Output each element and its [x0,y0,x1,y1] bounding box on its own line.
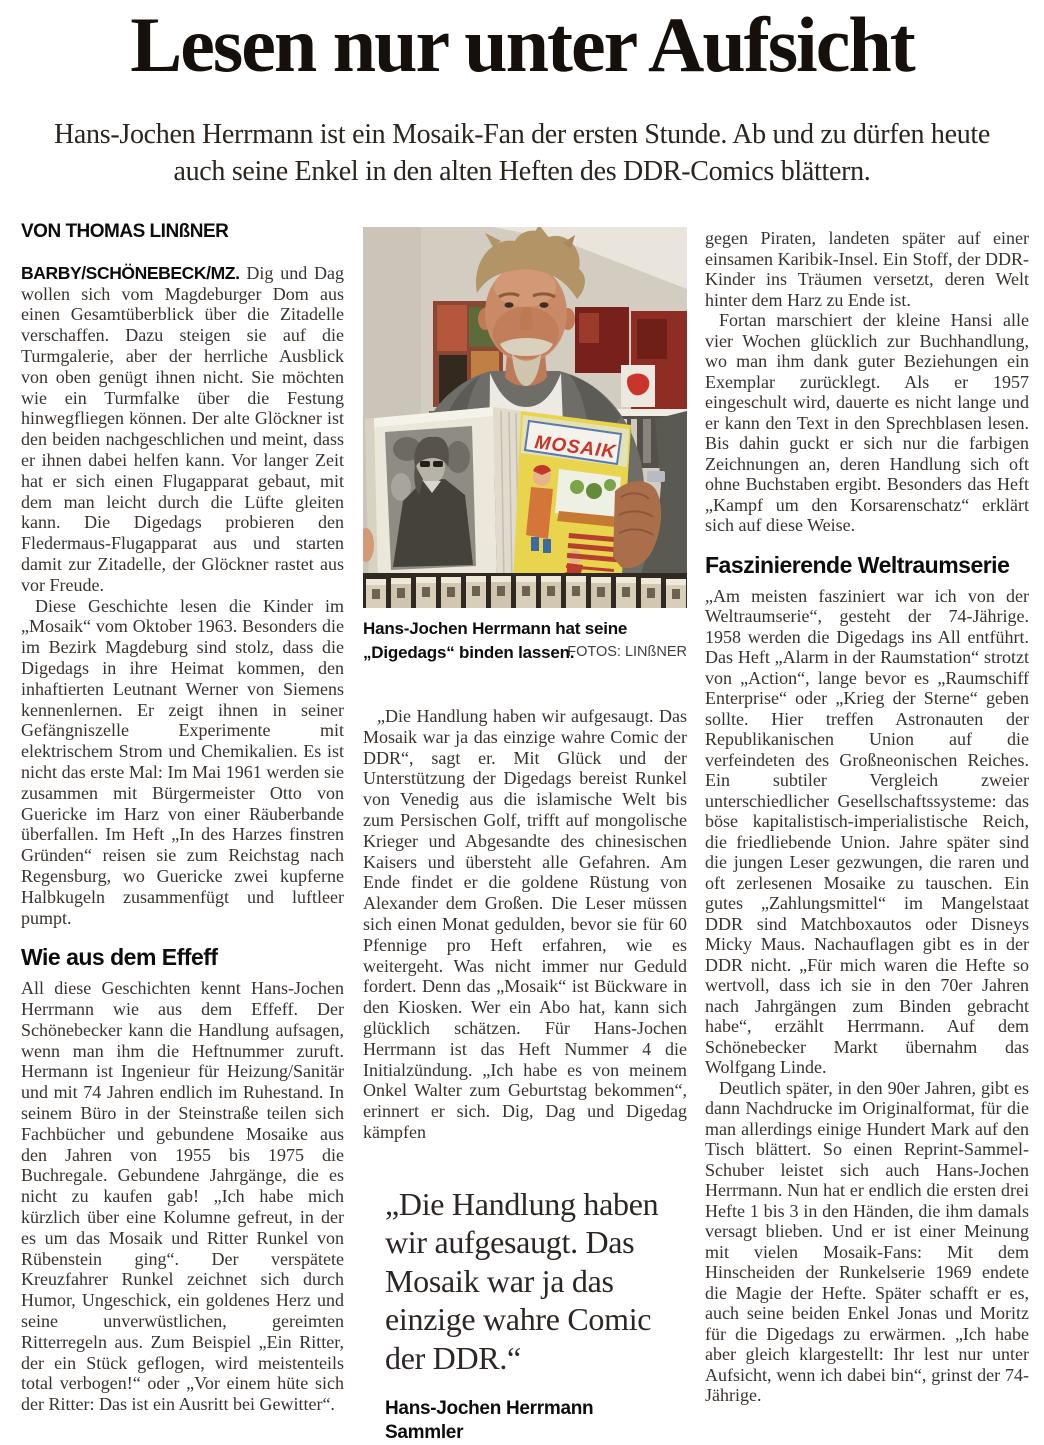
paragraph: All diese Geschichten kennt Hans-Jochen Herrmann wie aus dem Effeff. Der Schönebecker kann die Handlung aufsagen, wenn man ihm die Heftnummer zuruft. Hermann ist Ingenieur für Heizung/Sanitär und mit 74 Jahren endlich im Ruhestand. In seinem Büro in der Steinstraße teilen sich Fachbücher und gebundene Mosaike aus den Jahren von 1955 bis 1975 die Buchregale. Gebundene Jahrgänge, die es nicht zu kaufen gab! „Ich habe mich kürzlich über eine Kolumne gefreut, in der es um das Mosaik und Ritter Runkel von Rübenstein ging“. Der verspätete Kreuzfahrer Runkel zeichnet sich durch Humor, Ungeschick, ein goldenes Herz und seine unverwüstlichen, gereimten Ritterregeln aus. Zum Beispiel „Ein Ritter, der ein Stück geflogen, wird meistenteils total verbogen!“ oder „Vor einem hüte sich der Ritter: Das ist ein Ausritt bei Gewitter“. [21,978,344,1415]
paragraph: gegen Piraten, landeten später auf einer einsamen Karibik-Insel. Ein Stoff, der DDR-Kinder ins Träumen versetzt, deren Welt hinter dem Harz zu Ende ist. [705,228,1029,310]
comic-title-text: MOSAIK [533,432,618,463]
byline: VON THOMAS LINßNER [21,221,229,242]
section-subhead-effeff: Wie aus dem Effeff [21,944,218,971]
page-title: Lesen nur unter Aufsicht [130,1,914,88]
paragraph: „Am meisten fasziniert war ich von der Weltraumserie“, gesteht der 74-Jährige. 1958 werden die Digedags ins All entführt. Das Heft „Alarm in der Raumstation“ strotzt von „Action“, lange bevor es „Raumschiff Enterprise“ oder „Krieg der Sterne“ geben sollte. Hier treffen Astronauten der Republikanischen Union auf die verfeindeten des Großneonischen Reiches. Ein subtiler Vergleich zweier unterschiedlicher Gesellschaftssysteme: das böse kapitalistisch-imperialistische Reich, die friedliebende Union. Jahre später sind die jungen Leser gezwungen, die raren und oft zerlesenen Mosaike zu tauschen. Ein gutes „Zahlungsmittel“ im Mangelstaat DDR sind Matchboxautos oder Disneys Micky Maus. Nachauflagen gibt es in der DDR nicht. „Für mich waren die Hefte so wertvoll, dass ich sie in den 70er Jahren nach Jahrgängen zum Binden gebracht habe“, erzählt Herrmann. Auf dem Schönebecker Markt übernahm das Wolfgang Linde. [705,585,1029,1077]
photo-credit: FOTOS: LINßNER [567,644,687,660]
photo-illustration [363,227,687,608]
photo-figure [363,227,687,665]
book-spines-row [363,573,687,608]
pull-quote-attribution [385,1397,687,1445]
article-deck: Hans-Jochen Herrmann ist ein Mosaik-Fan der ersten Stunde. Ab und zu dürfen heute auch seine Enkel in den alten Heften des DDR-Comics blättern. [53,119,990,187]
article-column-3 [705,228,1029,1406]
wristwatch [647,471,665,482]
pull-quote: „Die Handlung haben wir aufgesaugt. Das Mosaik war ja das einzige wahre Comic der DDR.“ [385,1185,659,1376]
paragraph: „Die Handlung haben wir aufgesaugt. Das Mosaik war ja das einzige wahre Comic der DDR“, sagt er. Mit Glück und der Unterstützung der Digedags bereist Runkel von Venedig aus die islamische Welt bis zum Persischen Golf, trifft auf mongolische Krieger und Abgesandte des chinesischen Kaisers und übersteht alle Gefahren. Am Ende findet er die goldene Rüstung von Alexander dem Großen. Die Leser müssen sich einen Monat gedulden, bevor sie für 60 Pfennige pro Heft erfahren, wie es weitergeht. Was nicht immer nur Geduld fordert. Denn das „Mosaik“ ist Bückware in den Kiosken. Wer ein Abo hat, kann sich glücklich schätzen. Für Hans-Jochen Herrmann ist das Heft Nummer 4 die Initialzündung. „Ich habe es von meinem Onkel Walter zum Geburtstag bekommen“, erinnert er sich. Dig, Dag und Digedag kämpfen [363,706,687,1142]
dateline: BARBY/SCHÖNEBECK/MZ. [21,262,240,283]
paragraph [21,263,344,596]
paragraph: Fortan marschiert der kleine Hansi alle vier Wochen glücklich zur Buchhandlung, wo man ihm dank guter Beziehungen ein Exemplar zurücklegt. Als er 1957 eingeschult wird, dauerte es nicht lange und er kann den Text in den Sprechblasen lesen. Bis dahin guckt er sich nur die farbigen Zeichnungen an, deren Handlung sich oft ohne Buchstaben ergibt. Besonders das Heft „Kampf um den Korsarenschatz“ erklärt sich auf diese Weise. [705,310,1029,535]
photo-caption-text: Hans-Jochen Herrmann hat seine „Digedags“ binden lassen. [363,619,628,662]
section-subhead-weltraumserie: Faszinierende Weltraumserie [705,551,1010,578]
paragraph: Diese Geschichte lesen die Kinder im „Mosaik“ vom Oktober 1963. Besonders die im Bezirk Magdeburg sind stolz, dass die Digedags in ihre Heimat kommen, den inhaftierten Leutnant Werner von Siemens kennenlernen. Er zeigt ihnen in seiner Gefängniszelle Experimente mit elektrischem Strom und Chemikalien. Es ist nicht das erste Mal: Im Mai 1961 werden sie zusammen mit Bürgermeister Otto von Guericke im Harz von einer Räuberbande überfallen. Im Heft „In des Harzes finstren Gründen“ reisen sie zum Reichstag nach Regensburg, wo Guericke zwei kupferne Halbkugeln zusammenfügt und luftleer pumpt. [21,595,344,928]
pull-quote-name: Hans-Jochen Herrmann [385,1398,594,1420]
paragraph: Deutlich später, in den 90er Jahren, gibt es dann Nachdrucke im Originalformat, für die man allerdings einige Hundert Mark auf den Tisch blättert. So einen Reprint-Sammel-Schuber leistet sich auch Hans-Jochen Herrmann. Nun hat er endlich die ersten drei Hefte 1 bis 3 in den Händen, die ihm damals versagt blieben. Und er ist einer Meinung mit vielen Mosaik-Fans: Mit dem Hinscheiden der Runkelserie 1969 endete die Magie der Hefte. Später schafft er es, auch seine beiden Enkel Jonas und Moritz für die Digedags zu erwärmen. „Ich habe aber gleich klargestellt: Ihr lest nur unter Aufsicht, wenn ich dabei bin“, grinst der 74-Jährige. [705,1077,1029,1405]
photo-caption [363,617,687,665]
paragraph-text: Dig und Dag wollen sich vom Magdeburger Dom aus einen Gesamtüberblick über die Zitadelle verschaffen. Dazu steigen sie auf die Turmgalerie, aber der herrliche Ausblick von oben genügt ihnen nicht. Sie möchten wie ein Turmfalke über die Festung hinwegfliegen können. Der alte Glöckner ist den beiden nachgeschlichen und meint, dass er ihnen dabei helfen kann. Vor langer Zeit hat er sich einen Flugapparat gebaut, mit dem man leicht durch die Lüfte gleiten kann. Die Digedags probieren den Fledermaus-Flugapparat aus und starten damit zur Zitadelle, der Glöckner rastet aus vor Freude. [21,262,344,595]
photo-open-book [365,407,631,597]
article-column-2 [363,227,687,1445]
pull-quote-role: Sammler [385,1422,464,1444]
article-column-1 [21,222,344,1415]
